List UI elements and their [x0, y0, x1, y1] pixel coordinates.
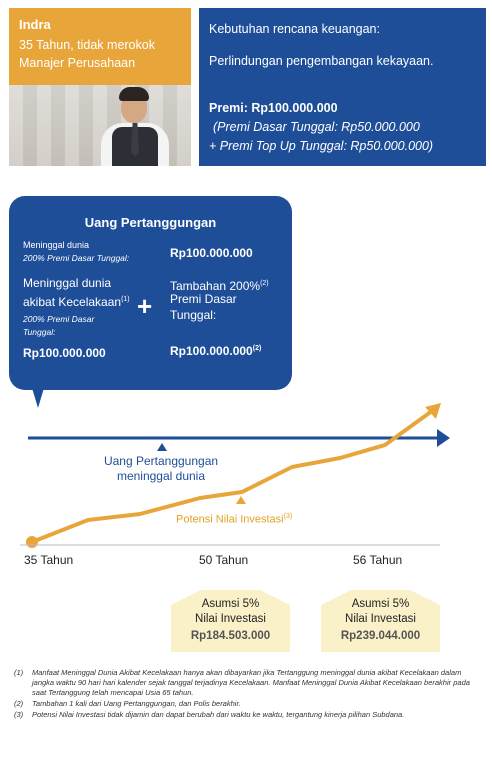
assumption-rate: Asumsi 5%	[351, 598, 410, 610]
assumption-label: Nilai Investasi	[195, 613, 266, 625]
assumption-rate: Asumsi 5%	[201, 598, 260, 610]
accident-formula-2: Tunggal:	[23, 327, 56, 337]
profile-description: 35 Tahun, tidak merokok Manajer Perusahaan	[19, 38, 155, 70]
age-label: 50 Tahun	[199, 553, 249, 567]
profile-name: Indra	[19, 17, 51, 32]
assumption-label: Nilai Investasi	[345, 613, 416, 625]
profile-card	[9, 8, 191, 85]
investment-pointer	[236, 496, 246, 504]
assumption-value: Rp184.503.000	[190, 630, 271, 642]
footnote: (2) Tambahan 1 kali dari Uang Pertanggungan, dan Polis berakhir.	[14, 699, 241, 708]
assumption-box	[321, 590, 440, 652]
additional-value: Rp100.000.000$^{(2)}$	[170, 344, 262, 358]
death-value: Rp100.000.000	[170, 246, 253, 260]
footnotes	[14, 668, 480, 721]
needs-label: Kebutuhan rencana keuangan:	[209, 22, 380, 36]
premium-topup: + Premi Top Up Tunggal: Rp50.000.000)	[209, 139, 434, 153]
additional-line-3: Tunggal:	[170, 308, 217, 322]
profile-photo	[9, 85, 191, 166]
additional-line-2: Premi Dasar	[170, 292, 237, 306]
death-benefit-label: Uang Pertanggungan meninggal dunia	[103, 454, 219, 483]
footnote: (3) Potensi Nilai Investasi tidak dijamin dan dapat berubah dari waktu ke waktu, tergantung kinerja pilihan Subdana.	[14, 710, 405, 719]
death-benefit-arrow	[437, 429, 450, 447]
age-label: 56 Tahun	[353, 553, 403, 567]
footnote: (1) Manfaat Meninggal Dunia Akibat Kecelakaan hanya akan dibayarkan jika Tertanggung meninggal dunia akibat Kecelakaan dalam jangka waktu 90 hari hari kalender sejak tanggal terjadinya Kecelakaan. Manfaat Meninggal Dunia Akibat Kecelakaan berakhir pada saat Tertanggung telah mencapai Usia 65 tahun.	[14, 668, 470, 697]
accident-title-2: akibat Kecelakaan$^{(1)}$	[23, 295, 130, 309]
premium-single: (Premi Dasar Tunggal: Rp50.000.000	[213, 120, 420, 134]
death-title: Meninggal dunia	[23, 240, 90, 250]
accident-formula-1: 200% Premi Dasar	[23, 314, 95, 324]
premium-total: Premi: Rp100.000.000	[209, 101, 338, 115]
death-formula: 200% Premi Dasar Tunggal:	[23, 253, 130, 263]
accident-title-1: Meninggal dunia	[23, 276, 112, 290]
additional-line-1: Tambahan 200%$^{(2)}$	[170, 279, 269, 293]
investment-start-dot	[26, 536, 38, 548]
plus-icon: +	[137, 291, 153, 321]
investment-label: Potensi Nilai Investasi$^{(3)}$	[176, 513, 293, 526]
assumption-box	[171, 590, 290, 652]
benefit-title: Uang Pertanggungan	[84, 215, 217, 230]
needs-text: Perlindungan pengembangan kekayaan.	[209, 54, 434, 68]
assumption-value: Rp239.044.000	[340, 630, 421, 642]
benefit-bubble	[9, 196, 292, 390]
death-benefit-pointer	[157, 443, 167, 451]
financial-needs-panel	[199, 8, 486, 166]
accident-value: Rp100.000.000	[23, 346, 106, 360]
timeline-chart	[0, 395, 492, 565]
age-label: 35 Tahun	[24, 553, 74, 567]
